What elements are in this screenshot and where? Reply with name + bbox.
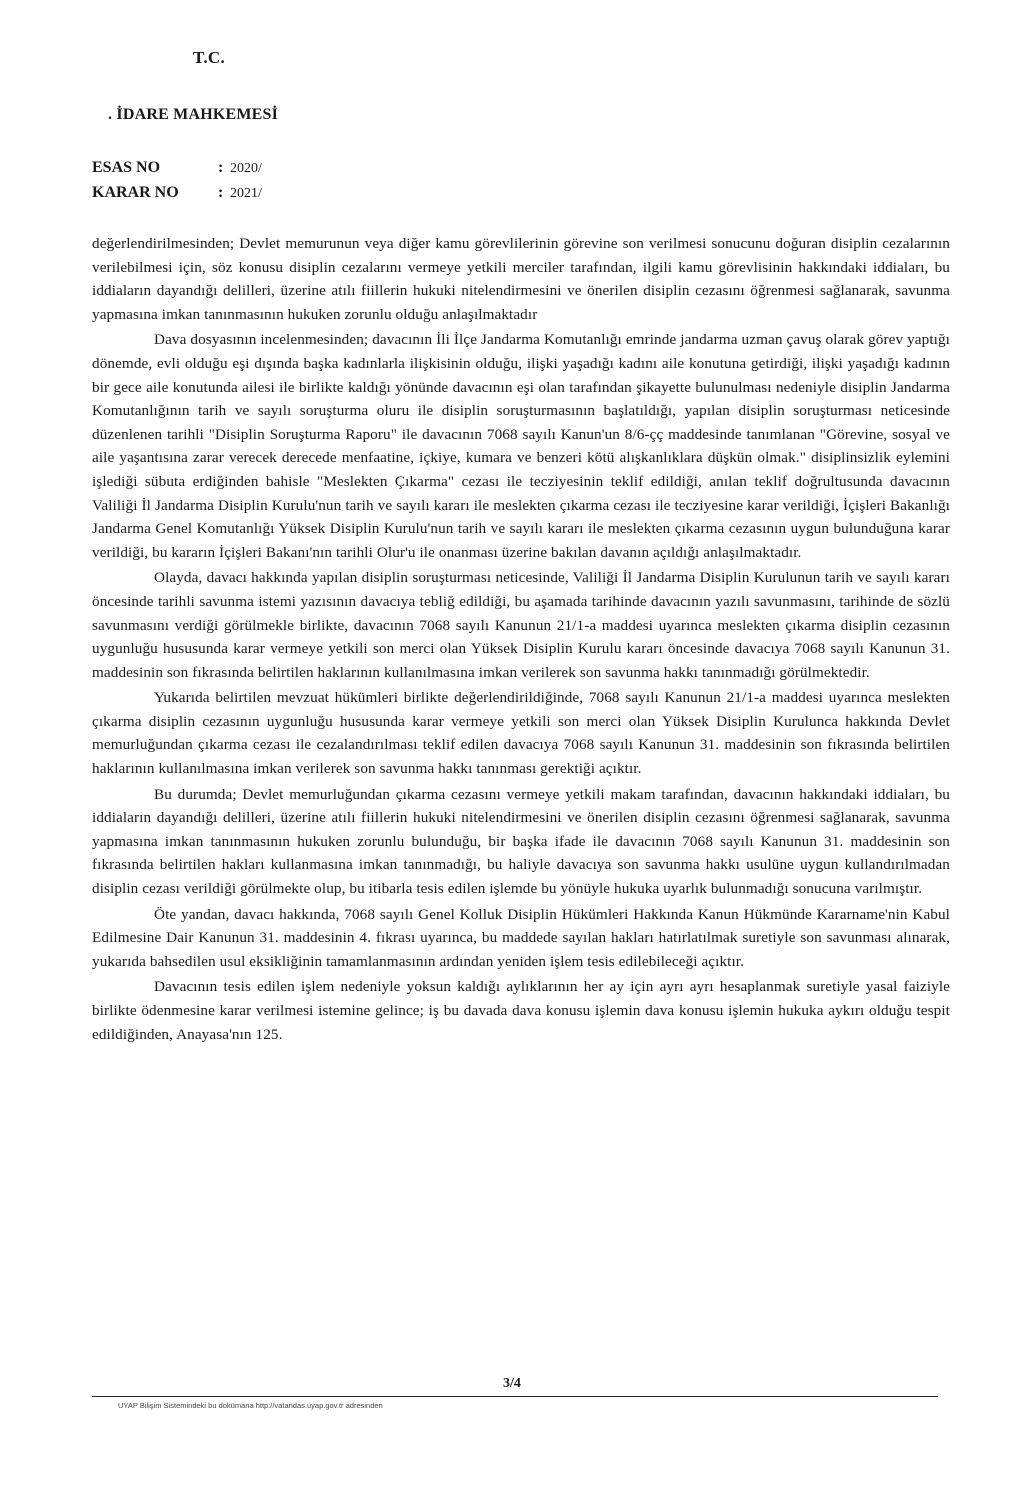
esas-no-label: ESAS NO — [92, 159, 161, 176]
footer-note: UYAP Bilişim Sistemindeki bu dokümana http://vatandas.uyap.gov.tr adresinden — [118, 1401, 383, 1410]
karar-no-row — [92, 183, 262, 204]
paragraph: Davacının tesis edilen işlem nedeniyle yoksun kaldığı aylıklarının her ay için ayrı ayrı hesaplanmak suretiyle yasal faiziyle birlikte ödenmesine karar verilmesi istemine gelince; iş bu davada dava konusu işlemin dava konusu işlemin hukuka aykırı olduğu tespit edildiğinden, Anayasa'nın 125. — [92, 978, 950, 1043]
court-heading: . İDARE MAHKEMESİ — [108, 106, 279, 123]
paragraph: Yukarıda belirtilen mevzuat hükümleri birlikte değerlendirildiğinde, 7068 sayılı Kanunun 21/1-a maddesi uyarınca meslekten çıkarma disiplin cezasının uygunluğu hususunda karar vermeye yetkili son merci olan Yüksek Disiplin Kurulunca hakkında Devlet memurluğundan çıkarma cezası ile cezalandırılması teklif edilen davacıya 7068 sayılı Kanunun 31. maddesinin son fıkrasında belirtilen haklarının kullanılmasına imkan verilerek son savunma hakkı tanınması gerektiği açıktır. — [92, 689, 950, 778]
page-number: 3/4 — [503, 1376, 521, 1391]
paragraph: Öte yandan, davacı hakkında, 7068 sayılı Genel Kolluk Disiplin Hükümleri Hakkında Kanun Hükmünde Kararname'nin Kabul Edilmesine Dair Kanunun 31. maddesinin 4. fıkrası uyarınca, bu maddede sayılan hakları hatırlatılmak suretiyle son savunması alınarak, yukarıda bahsedilen usul eksikliğinin tamamlanmasının ardından yeniden işlem tesis edilebileceği açıktır. — [92, 905, 950, 970]
paragraph: Bu durumda; Devlet memurluğundan çıkarma cezasını vermeye yetkili makam tarafından, davacının hakkındaki iddiaları, bu iddiaların dayandığı delilleri, üzerine atılı fiillerin hukuki nitelendirmesini ve önerilen disiplin cezasını öğrenmesi sağlanarak, savunma yapmasına imkan tanınmasının hukuken zorunlu bulunduğu, bir başka ifade ile davacının 7068 sayılı Kanunun 31. maddesinin son fıkrasında belirtilen hakları kullanmasına imkan tanınmadığı, bu haliyle davacıya son savunma hakkı usulüne uygun kullandırılmadan disiplin cezası verildiği görülmekte olup, bu itibarla tesis edilen işlemde bu yönüyle hukuka uyarlık bulunmadığı sonucuna varılmıştır. — [92, 785, 950, 898]
footer-divider — [92, 1396, 938, 1397]
paragraph: değerlendirilmesinden; Devlet memurunun veya diğer kamu görevlilerinin görevine son verilmesi sonucunu doğuran disiplin cezalarının verilebilmesi için, söz konusu disiplin cezalarını vermeye yetkili merciler tarafından, ilgili kamu görevlisinin hakkındaki iddiaları, bu iddiaların dayandığı delilleri, üzerine atılı fiillerin hukuki nitelendirmesini ve önerilen disiplin cezasını öğrenmesi sağlanarak, savunma yapmasına imkan tanınmasının hukuken zorunlu olduğu anlaşılmaktadır — [92, 235, 950, 323]
paragraph: Dava dosyasının incelenmesinden; davacının İli İlçe Jandarma Komutanlığı emrinde jandarma uzman çavuş olarak görev yaptığı dönemde, evli olduğu eşi dışında başka kadınlarla ilişkisinin olduğu, ilişki yaşadığı kadını aile konutuna getirdiği, ilişki yaşadığı kadının bir gece aile konutunda ailesi ile birlikte kaldığı yönünde davacının eşi olan tarafından şikayette bulunulması nedeniyle disiplin Jandarma Komutanlığının tarih ve sayılı soruşturma oluru ile disiplin soruşturmasının başlatıldığı, yapılan disiplin soruşturması neticesinde düzenlenen tarihli "Disiplin Soruşturma Raporu" ile davacının 7068 sayılı Kanun'un 8/6-çç maddesinde tanımlanan "Görevine, sosyal ve aile yaşantısına zarar verecek derecede menfaatine, içkiye, kumara ve benzeri kötü alışkanlıklara düşkün olmak." disiplinsizlik eylemini işlediği sübuta erdiğinden bahisle "Meslekten Çıkarma" cezası ile tecziyesinin teklif edildiği, anılan teklif doğrultusunda davacının Valiliği İl Jandarma Disiplin Kurulu'nun tarih ve sayılı kararı ile meslekten çıkarma cezası ile tecziyesine karar verildiği, İçişleri Bakanlığı Jandarma Genel Komutanlığı Yüksek Disiplin Kurulu'nun tarih ve sayılı kararı ile meslekten çıkarma cezasının uygun bulunduğuna karar verildiği, bu kararın İçişleri Bakanı'nın tarihli Olur'u ile onanması üzerine bakılan davanın açıldığı anlaşılmaktadır. — [92, 331, 950, 561]
esas-no-colon: : — [218, 159, 224, 176]
country-heading: T.C. — [193, 48, 226, 67]
decision-body — [92, 232, 950, 1048]
esas-no-row — [92, 158, 262, 179]
esas-no-value: 2020/ — [230, 161, 262, 176]
karar-no-colon: : — [218, 184, 224, 201]
karar-no-value: 2021/ — [230, 186, 262, 201]
karar-no-label: KARAR NO — [92, 184, 179, 201]
paragraph: Olayda, davacı hakkında yapılan disiplin soruşturması neticesinde, Valiliği İl Jandarma Disiplin Kurulunun tarih ve sayılı kararı öncesinde tarihli savunma istemi yazısının davacıya tebliğ edildiği, bu aşamada tarihinde davacının yazılı savunmasını, tarihinde de sözlü savunmasını verdiği görülmekle birlikte, davacının 7068 sayılı Kanunun 21/1-a maddesi uyarınca meslekten çıkarma disiplin cezasının uygunluğu hususunda karar vermeye yetkili son merci olan Yüksek Disiplin Kurulu kararı öncesinde davacıya 7068 sayılı Kanunun 31. maddesinin son fıkrasında belirtilen haklarının kullanılmasına imkan verilerek son savunma hakkı tanınmadığı görülmektedir. — [92, 569, 950, 681]
